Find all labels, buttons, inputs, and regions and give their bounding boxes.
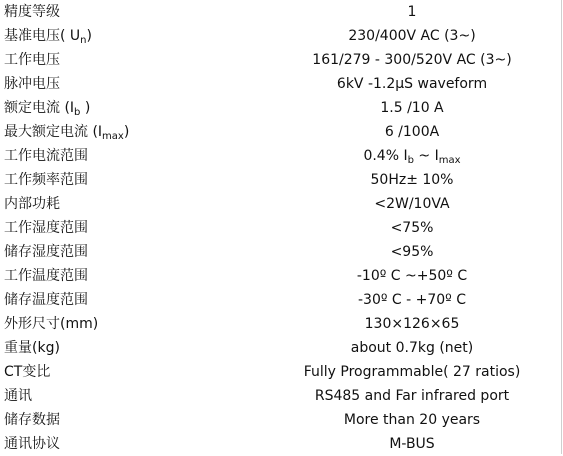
spec-label: 工作湿度范围 [4, 220, 88, 236]
spec-value: 50Hz± 10% [370, 172, 454, 188]
spec-label: 最大额定电流 $(I_{max})$ [4, 124, 130, 142]
spec-value: 6 /100A [384, 124, 440, 140]
spec-row-operating-humidity [0, 216, 563, 240]
spec-label: 内部功耗 [4, 196, 60, 212]
spec-row-impulse-voltage [0, 72, 563, 96]
spec-value: -10º C ~+50º C [356, 268, 468, 284]
spec-value: <2W/10VA [374, 196, 450, 212]
spec-label: 工作频率范围 [4, 172, 88, 188]
spec-row-operating-voltage [0, 48, 563, 72]
spec-label: 储存温度范围 [4, 292, 88, 308]
spec-label: 通讯协议 [4, 436, 60, 452]
spec-label: 储存湿度范围 [4, 244, 88, 260]
spec-label: CT变比 [4, 364, 51, 380]
spec-row-storage-temperature [0, 288, 563, 312]
spec-label: 重量(kg) [4, 340, 60, 356]
spec-label: 通讯 [4, 388, 32, 404]
spec-row-accuracy-class [0, 0, 563, 24]
spec-row-reference-voltage [0, 24, 563, 48]
spec-value: about 0.7kg (net) [350, 340, 474, 356]
spec-row-communication [0, 384, 563, 408]
spec-label: 精度等级 [4, 4, 60, 20]
spec-row-protocol [0, 432, 563, 456]
spec-row-max-rated-current [0, 120, 563, 144]
spec-value: 6kV -1.2µS waveform [336, 76, 488, 92]
spec-label: 储存数据 [4, 412, 60, 428]
spec-value: 161/279 - 300/520V AC (3~) [312, 52, 512, 68]
spec-value: -30º C - +70º C [357, 292, 466, 308]
spec-row-operating-current-range [0, 144, 563, 168]
spec-row-internal-power [0, 192, 563, 216]
spec-label: 工作电压 [4, 52, 60, 68]
spec-label: 工作温度范围 [4, 268, 88, 284]
spec-label: 脉冲电压 [4, 76, 60, 92]
spec-row-data-storage [0, 408, 563, 432]
spec-value: RS485 and Far infrared port [314, 388, 510, 404]
spec-label: 工作电流范围 [4, 148, 88, 164]
spec-row-frequency-range [0, 168, 563, 192]
spec-label: 基准电压( $U_n$) [4, 28, 92, 46]
spec-value: 1.5 /10 A [380, 100, 444, 116]
spec-value: Fully Programmable( 27 ratios) [303, 364, 521, 380]
spec-value: <75% [390, 220, 434, 236]
spec-row-weight [0, 336, 563, 360]
spec-row-operating-temperature [0, 264, 563, 288]
spec-value: 0.4% $I_b$ ~ $I_{max}$ [363, 148, 461, 166]
spec-row-ct-ratio [0, 360, 563, 384]
spec-value: More than 20 years [343, 412, 481, 428]
spec-value: 130×126×65 [364, 316, 460, 332]
spec-label: 额定电流 ($I_b$ ) [4, 100, 91, 118]
spec-value: 1 [407, 4, 417, 20]
spec-value: <95% [390, 244, 434, 260]
spec-label: 外形尺寸(mm) [4, 316, 99, 332]
spec-row-rated-current [0, 96, 563, 120]
spec-row-storage-humidity [0, 240, 563, 264]
spec-value: 230/400V AC (3~) [348, 28, 476, 44]
spec-value: M-BUS [389, 436, 435, 452]
spec-row-dimensions [0, 312, 563, 336]
